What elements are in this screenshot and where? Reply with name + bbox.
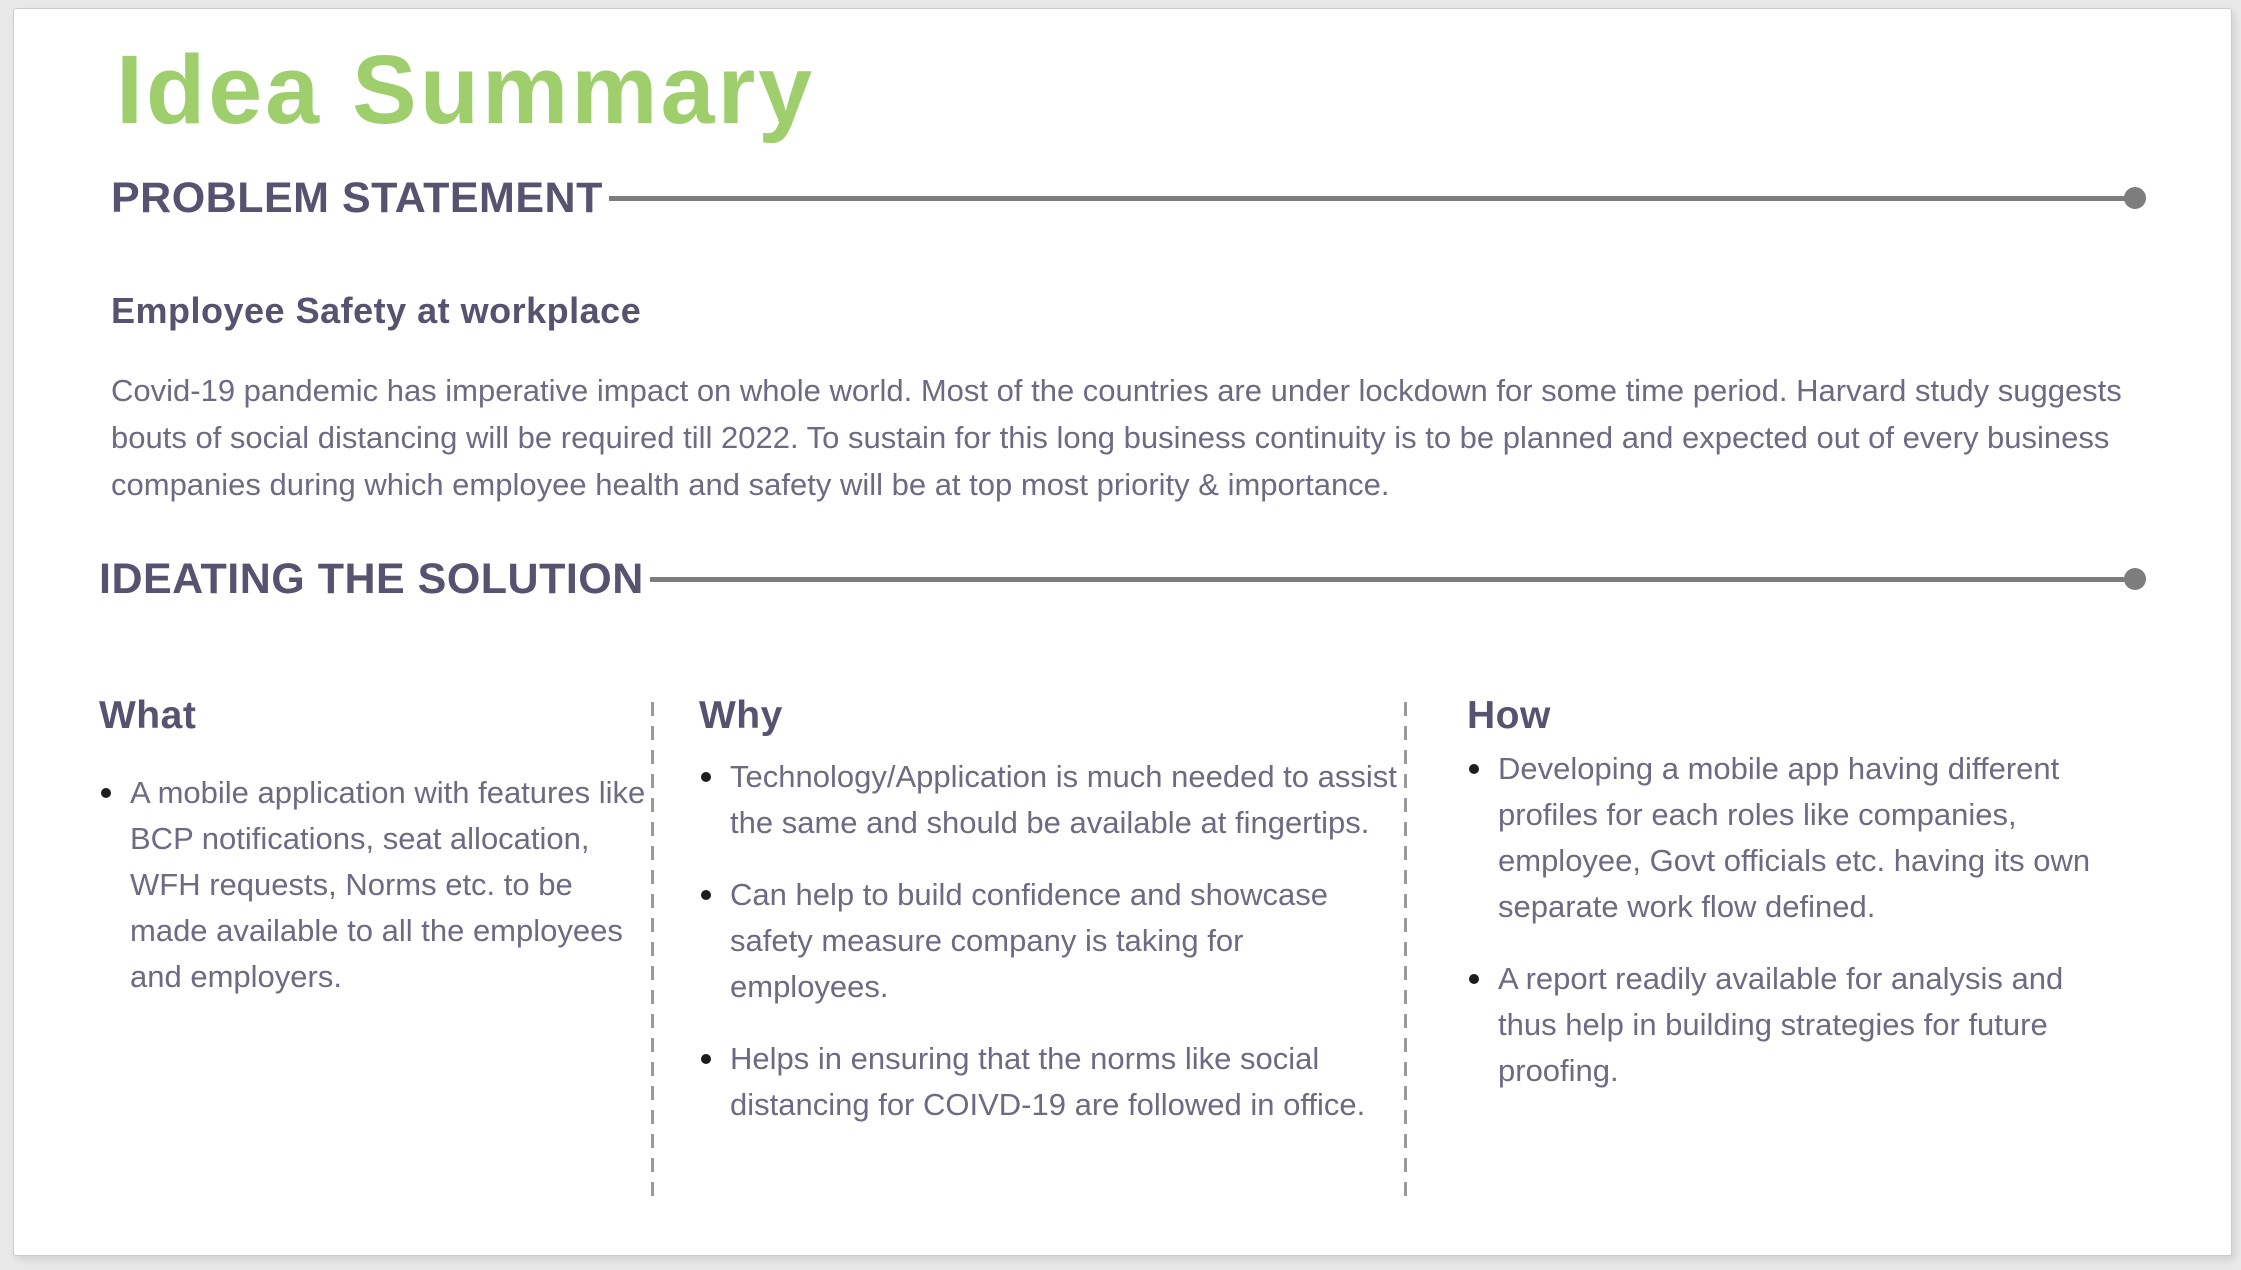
problem-rule-dot [2124,187,2146,209]
solution-columns [99,694,2111,1198]
slide-title: Idea Summary [116,35,816,144]
column-how [1407,694,2111,1198]
problem-paragraph: Covid-19 pandemic has imperative impact on whole world. Most of the countries are under lockdown for some time period. Harvard study suggests bouts of social distancing will be required till 2022. To sustain for this long business continuity is to be planned and expected out of every business companies during which employee health and safety will be at top most priority & importance. [111,373,2122,502]
bullet-item: A report readily available for analysis and thus help in building strategies for future proofing. [1467,956,2111,1094]
ideating-section-header [99,554,2146,604]
column-what-list [99,770,651,1000]
slide-card [13,8,2232,1256]
column-how-list [1467,746,2111,1094]
problem-rule-line [609,196,2126,201]
column-how-heading: How [1467,694,1551,737]
column-what [99,694,651,1198]
bullet-item: Developing a mobile app having different profiles for each roles like companies, employee, Govt officials etc. having its own separate work flow defined. [1467,746,2111,930]
bullet-item: Technology/Application is much needed to assist the same and should be available at fingertips. [699,754,1404,846]
problem-subheading: Employee Safety at workplace [111,290,642,331]
ideating-rule-dot [2124,568,2146,590]
bullet-item: Can help to build confidence and showcase safety measure company is taking for employees. [699,872,1404,1010]
ideating-rule-line [650,577,2126,582]
bullet-item: Helps in ensuring that the norms like social distancing for COIVD-19 are followed in office. [699,1036,1404,1128]
ideating-heading: IDEATING THE SOLUTION [99,554,644,603]
column-what-heading: What [99,694,197,737]
bullet-item: A mobile application with features like BCP notifications, seat allocation, WFH requests, Norms etc. to be made available to all the employees and employers. [99,770,651,1000]
column-why-heading: Why [699,694,783,737]
column-why [654,694,1404,1198]
problem-section-header [111,173,2146,223]
problem-heading: PROBLEM STATEMENT [111,173,603,222]
column-why-list [699,754,1404,1128]
